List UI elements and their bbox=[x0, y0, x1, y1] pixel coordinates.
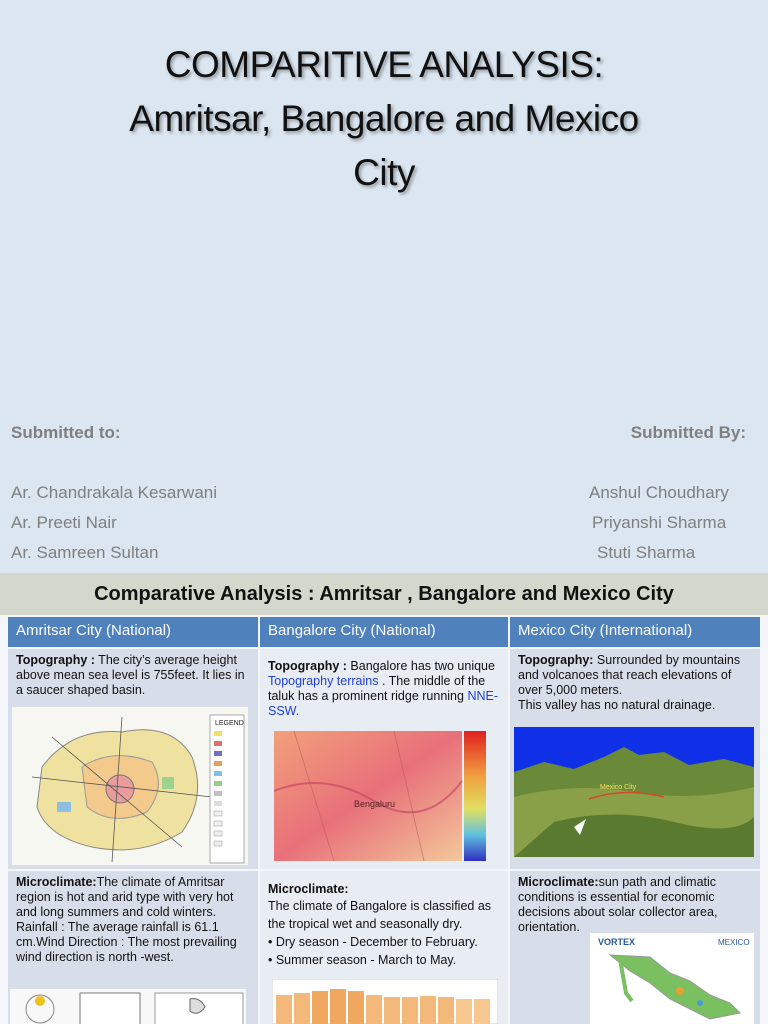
comparison-slide bbox=[0, 573, 768, 1024]
submitted-to-list bbox=[11, 478, 217, 568]
mexico-drainage-text: This valley has no natural drainage. bbox=[518, 698, 716, 712]
column-header-amritsar: Amritsar City (National) bbox=[8, 617, 258, 647]
amritsar-microclimate-cell bbox=[8, 871, 258, 1024]
amritsar-topography-cell bbox=[8, 649, 258, 869]
map-legend-title: LEGEND bbox=[215, 720, 244, 727]
comparison-title: Comparative Analysis : Amritsar , Bangalore and Mexico City bbox=[94, 583, 674, 605]
amritsar-topography-text: Topography : The city’s average height above mean sea level is 755feet. It lies in a saucer shaped basin. bbox=[16, 653, 245, 697]
mexico-terrain-label: Mexico City bbox=[600, 784, 637, 791]
amritsar-microclimate-text: Microclimate:The climate of Amritsar region is hot and arid type with very hot and long summers and cold winters. Rainfall : The average rainfall is 61.1 cm.Wind Direction : The most prevailing wind direction is north -west. bbox=[16, 875, 237, 964]
bangalore-topography-text: Topography : Bangalore has two unique Topography terrains . The middle of the taluk has a prominent ridge running NNE-SSW. bbox=[268, 659, 498, 718]
submitted-by-name: Priyanshi Sharma bbox=[592, 513, 727, 532]
slide-title bbox=[0, 38, 768, 200]
submitted-to-name: Ar. Samreen Sultan bbox=[11, 543, 159, 562]
bangalore-climate-chart bbox=[272, 979, 498, 1024]
title-line-1: COMPARITIVE ANALYSIS: bbox=[164, 44, 604, 85]
submitted-to-label: Submitted to: bbox=[11, 423, 121, 442]
bangalore-microclimate-label: Microclimate: bbox=[268, 882, 349, 896]
title-line-3: City bbox=[353, 152, 415, 193]
bangalore-elevation-map bbox=[274, 731, 486, 861]
submitted-by-label: Submitted By: bbox=[630, 423, 746, 442]
submitted-by-name: Stuti Sharma bbox=[597, 543, 696, 562]
mexico-microclimate-text: Microclimate:sun path and climatic conditions is essential for economic decisions about solar collector area, orientation. bbox=[518, 875, 718, 934]
vortex-logo: VORTEX bbox=[598, 937, 636, 947]
mexico-topography-text: Topography: Surrounded by mountains and volcanoes that reach elevations of over 5,000 meters. bbox=[518, 653, 741, 697]
mexico-wind-map bbox=[590, 933, 754, 1024]
column-header-bangalore: Bangalore City (National) bbox=[260, 617, 508, 647]
bangalore-topography-cell bbox=[260, 649, 508, 869]
amritsar-land-use-map bbox=[12, 707, 248, 865]
bangalore-dry-season: • Dry season - December to February. bbox=[268, 935, 478, 949]
submitted-by-list bbox=[589, 478, 729, 568]
map-label-bengaluru: Bengaluru bbox=[354, 799, 396, 809]
mexico-microclimate-cell bbox=[510, 871, 760, 1024]
comparison-title-bar bbox=[0, 573, 768, 615]
submitted-by-name: Anshul Choudhary bbox=[589, 483, 729, 502]
bangalore-microclimate-text: The climate of Bangalore is classified as the tropical wet and seasonally dry. bbox=[268, 899, 492, 931]
title-line-2: Amritsar, Bangalore and Mexico bbox=[129, 98, 639, 139]
column-header-mexico: Mexico City (International) bbox=[510, 617, 760, 647]
bangalore-microclimate-cell bbox=[260, 871, 508, 1024]
submitted-to-name: Ar. Chandrakala Kesarwani bbox=[11, 483, 218, 502]
mexico-topography-cell bbox=[510, 649, 760, 869]
bangalore-summer-season: • Summer season - March to May. bbox=[268, 953, 457, 967]
amritsar-climate-diagrams bbox=[10, 989, 246, 1024]
mexico-terrain-image bbox=[514, 727, 754, 857]
mexico-map-title: MEXICO bbox=[718, 938, 750, 947]
submitted-to-name: Ar. Preeti Nair bbox=[11, 513, 117, 532]
topography-terrains-link[interactable]: Topography terrains bbox=[268, 674, 382, 688]
